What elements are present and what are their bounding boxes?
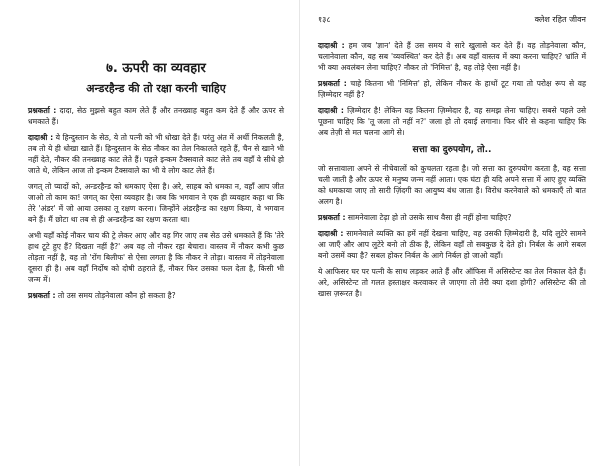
speaker-label: प्रश्नकर्ता : bbox=[318, 79, 347, 88]
paragraph-text: अभी यहाँ कोई नौकर चाय की ट्रे लेकर आए और वह गिर जाए तब सेठ उसे धमकाते हैं कि 'तेरे हाथ टूटे हुए हैं? दिखता नहीं है?' अब वह तो नौकर रहा बेचारा। वास्तव में नौकर कभी कुछ तोड़ता नहीं है, वह तो 'रोंग बिलीफ' से ऐसा लगता है कि नौकर ने तोड़ा। वास्तव में तोड़नेवाला दूसरा ही है। अब वहाँ निर्दोष को दोषी ठहराते हैं, नौकर फिर उसका फल देता है, किसी भी जन्म में। bbox=[28, 231, 284, 284]
paragraph-text: सामनेवाला टेढ़ा हो तो उसके साथ वैसा ही नहीं होना चाहिए? bbox=[345, 213, 512, 222]
speaker-label: प्रश्नकर्ता : bbox=[318, 213, 346, 222]
running-header bbox=[318, 14, 586, 26]
paragraph-text: तो उस समय तोड़नेवाला कौन हो सकता है? bbox=[55, 291, 176, 300]
paragraph bbox=[318, 163, 586, 207]
right-page-body bbox=[318, 40, 586, 304]
paragraph-text: जगत् तो प्यादों को, अन्डरहैन्ड को धमकाए ऐसा है। अरे, साहब को धमका न, वहाँ आप जीत जाओ तो काम का! जगत् का ऐसा व्यवहार है। जब कि भगवान ने एक ही व्यवहार कहा था कि तेरे 'अंडर' में जो आया उसका तू रक्षण करना। जिन्होंने अंडरहैन्ड का रक्षण किया, वे भगवान बने हैं। मैं छोटा था तब से ही अन्डरहैन्ड का रक्षण करता था। bbox=[28, 182, 284, 224]
paragraph bbox=[318, 78, 586, 100]
speaker-label: दादाश्री : bbox=[28, 133, 54, 142]
running-title: क्लेश रहित जीवन bbox=[534, 15, 586, 24]
speaker-label: प्रश्नकर्ता : bbox=[28, 106, 57, 115]
paragraph bbox=[28, 132, 284, 176]
left-page-body bbox=[28, 60, 284, 306]
paragraph bbox=[28, 181, 284, 225]
paragraph-text: जो सत्तावाला अपने से नीचेवालों को कुचलता रहता है। जो सत्ता का दुरुपयोग करता है, वह सत्ता चली जाती है और ऊपर से मनुष्य जन्म नहीं आता। एक घंटा ही यदि अपने सत्ता में आए हुए व्यक्ति को धमकाया जाए तो सारी ज़िंदगी का आयुष्य बंध जाता है। विरोध करनेवाले को धमकाएँ तो बात अलग है। bbox=[318, 164, 586, 206]
right-page bbox=[300, 0, 600, 466]
paragraph bbox=[28, 105, 284, 127]
speaker-label: दादाश्री : bbox=[318, 41, 345, 50]
paragraph-text: ये आफिसर घर पर पत्नी के साथ लड़कर आते हैं और ऑफिस में असिस्टेन्ट का तेल निकाल देते हैं। अरे, असिस्टेन्ट तो गलत हस्ताक्षर करवाकर ले जाएगा तो तेरी क्या दशा होगी? असिस्टेन्ट की तो खास ज़रूरत है। bbox=[318, 267, 586, 298]
paragraph-text: चाहे कितना भी 'निमित्त' हो, लेकिन नौकर के हाथों टूट गया तो परोक्ष रूप से वह ज़िम्मेदार नहीं है? bbox=[318, 79, 586, 99]
chapter-title: ७. ऊपरी का व्यवहार bbox=[106, 61, 206, 76]
speaker-label: दादाश्री : bbox=[318, 229, 344, 238]
paragraph-text: ये हिन्दुस्तान के सेठ, ये तो पत्नी को भी धोखा देते हैं। परंतु अंत में अर्थी निकलती है, तब तो ये ही धोखा खाते हैं। हिन्दुस्तान के सेठ नौकर का तेल निकालते रहते हैं, चैन से खाने भी नहीं देते, नौकर की तनख्वाह काट लेते हैं। पहले इन्कम टैक्सवाले काट लेते तब वहाँ वे सीधे हो जाते थे, लेकिन आज तो इन्कम टैक्सवाले का भी वे लोग काट लेते हैं। bbox=[28, 133, 284, 175]
paragraph-text: हम जब 'ज्ञान' देते हैं उस समय वे सारे खुलासे कर देते हैं। वह तोड़नेवाला कौन, चलानेवाला कौन, वह सब 'व्यवस्थित' कर देते हैं। अब वहाँ वास्तव में क्या करना चाहिए? भ्रांति में भी क्या अवलंबन लेना चाहिए? नौकर तो 'निमित्त' है, वह तोड़े ऐसा नहीं है। bbox=[318, 41, 586, 72]
speaker-label: प्रश्नकर्ता : bbox=[28, 291, 56, 300]
paragraph bbox=[318, 212, 586, 223]
page-number: १३८ bbox=[318, 15, 331, 24]
speaker-label: दादाश्री : bbox=[318, 106, 344, 115]
paragraph bbox=[28, 290, 284, 301]
paragraph bbox=[318, 266, 586, 299]
paragraph-text: ज़िम्मेदार है! लेकिन वह कितना ज़िम्मेदार है, वह समझ लेना चाहिए। सबसे पहले उसे पूछना चाहिए कि 'तू जला तो नहीं न?' जला हो तो दवाई लगाना। फिर धीरे से कहना चाहिए कि अब तेज़ी से मत चलना आगे से। bbox=[318, 106, 586, 137]
paragraph-text: सामनेवाले व्यक्ति का हमें नहीं देखना चाहिए, वह उसकी ज़िम्मेदारी है, यदि लुटेरे सामने आ जाएँ और आप लुटेरे बनो तो ठीक है, लेकिन वहाँ तो सबकुछ दे देते हो। निर्बल के आगे सबल बनो उसमें क्या है? सबल होकर निर्बल के आगे निर्बल हो जाओ वहाँ। bbox=[318, 229, 586, 260]
paragraph-text: दादा, सेठ मुझसे बहुत काम लेते हैं और तनख्वाह बहुत कम देते हैं और ऊपर से धमकाते हैं। bbox=[28, 106, 284, 126]
paragraph bbox=[318, 40, 586, 73]
paragraph bbox=[28, 230, 284, 285]
paragraph bbox=[318, 228, 586, 261]
chapter-subtitle: अन्डरहैन्ड की तो रक्षा करनी चाहिए bbox=[86, 82, 226, 95]
paragraph bbox=[318, 105, 586, 138]
section-heading: सत्ता का दुरुपयोग, तो.. bbox=[412, 145, 492, 155]
